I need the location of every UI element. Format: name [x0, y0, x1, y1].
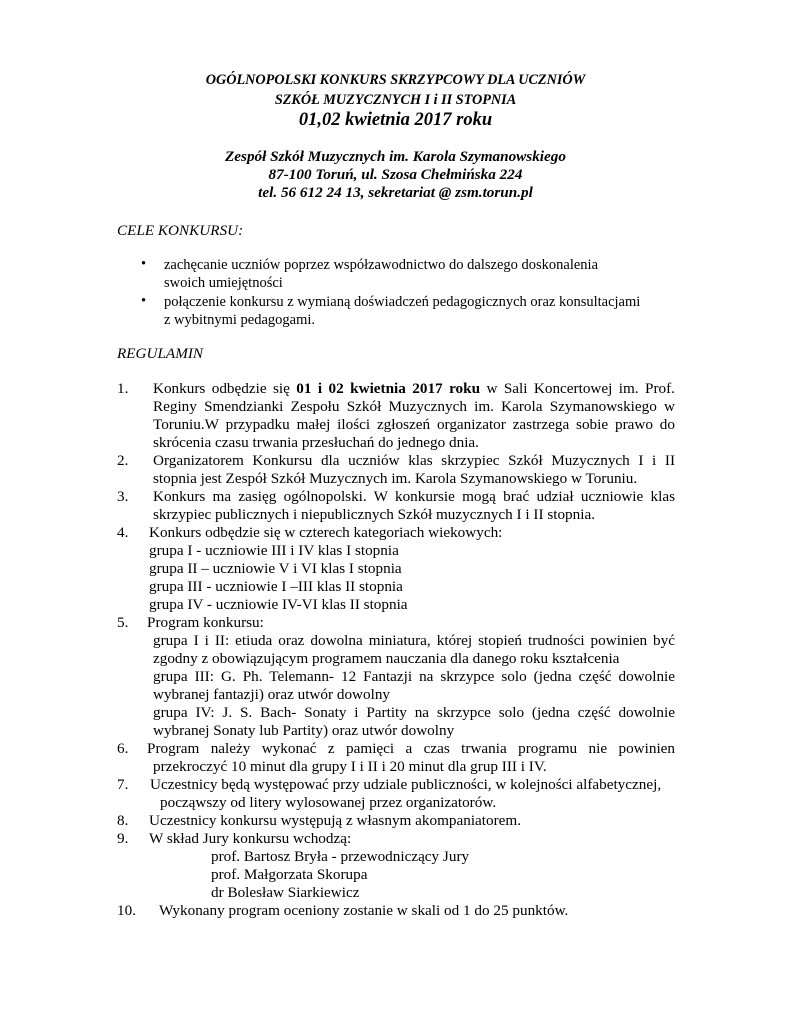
rule-line: wybranej Sonaty lub Partity) oraz utwór dowolny — [153, 722, 455, 739]
rule-line: Organizatorem Konkursu dla uczniów klas skrzypiec Szkół Muzycznych I i II — [153, 452, 675, 469]
rule-number: 5. — [117, 614, 129, 631]
rule-line: Program należy wykonać z pamięci a czas trwania programu nie powinien — [147, 740, 675, 757]
rule-text: Konkurs odbędzie się — [153, 380, 297, 397]
goal-line: swoich umiejętności — [164, 275, 283, 291]
rule-number: 7. — [117, 776, 129, 793]
rule-line: Toruniu.W przypadku małej ilości zgłoszeń organizator zastrzega sobie prawo do — [153, 416, 675, 433]
rule-line: Uczestnicy konkursu występują z własnym akompaniatorem. — [149, 812, 521, 829]
rule-line: zgodny z obowiązującym programem nauczania dla danego roku kształcenia — [153, 650, 620, 667]
rule-line: Konkurs ma zasięg ogólnopolski. W konkursie mogą brać udział uczniowie klas — [153, 488, 675, 505]
rule-number: 4. — [117, 524, 129, 541]
rule-line: Program konkursu: — [147, 614, 264, 631]
bullet-icon: • — [141, 293, 147, 309]
rule-line: przekroczyć 10 minut dla grupy I i II i 20 minut dla grup III i IV. — [153, 758, 547, 775]
jury-member: prof. Małgorzata Skorupa — [211, 866, 368, 883]
age-group: grupa IV - uczniowie IV-VI klas II stopnia — [149, 596, 408, 613]
rule-line: skrzypiec publicznych i niepublicznych Szkół muzycznych I i II stopnia. — [153, 506, 595, 523]
rule-line: skrócenia czasu trwania przesłuchań do jednego dnia. — [153, 434, 479, 451]
rule-line: grupa I i II: etiuda oraz dowolna miniatura, której stopień trudności powinien być — [153, 632, 675, 649]
rules-heading: REGULAMIN — [117, 345, 204, 362]
rule-line: Reginy Smendzianki Zespołu Szkół Muzycznych im. Karola Szymanowskiego w — [153, 398, 675, 415]
bullet-icon: • — [141, 256, 147, 272]
rule-line: W skład Jury konkursu wchodzą: — [149, 830, 352, 847]
rule-number: 3. — [117, 488, 129, 505]
age-group: grupa III - uczniowie I –III klas II stopnia — [149, 578, 403, 595]
goals-heading: CELE KONKURSU: — [117, 222, 244, 239]
rule-date-bold: 01 i 02 kwietnia 2017 roku — [296, 380, 481, 397]
title-line-2: SZKÓŁ MUZYCZNYCH I i II STOPNIA — [274, 92, 517, 108]
rule-number: 8. — [117, 812, 129, 829]
jury-member: dr Bolesław Siarkiewicz — [211, 884, 360, 901]
rule-line: grupa IV: J. S. Bach- Sonaty i Partity na skrzypce solo (jedna część dowolnie — [153, 704, 675, 721]
goal-line: zachęcanie uczniów poprzez współzawodnictwo do dalszego doskonalenia — [164, 257, 599, 273]
rule-line: Uczestnicy będą występować przy udziale publiczności, w kolejności alfabetycznej, — [150, 776, 662, 793]
rule-line: począwszy od litery wylosowanej przez organizatorów. — [160, 794, 497, 811]
rule-number: 2. — [117, 452, 129, 469]
goal-line: połączenie konkursu z wymianą doświadczeń pedagogicznych oraz konsultacjami — [164, 294, 641, 310]
rule-line: grupa III: G. Ph. Telemann- 12 Fantazji na skrzypce solo (jedna część dowolnie — [153, 668, 675, 685]
organizer-name: Zespół Szkół Muzycznych im. Karola Szymanowskiego — [225, 148, 566, 165]
rule-line: Konkurs odbędzie się w czterech kategoriach wiekowych: — [149, 524, 503, 541]
age-group: grupa I - uczniowie III i IV klas I stopnia — [149, 542, 399, 559]
organizer-contact: tel. 56 612 24 13, sekretariat @ zsm.torun.pl — [258, 184, 533, 201]
competition-date: 01,02 kwietnia 2017 roku — [298, 110, 493, 130]
rule-line: wybranej fantazji) oraz utwór dowolny — [153, 686, 391, 703]
age-group: grupa II – uczniowie V i VI klas I stopnia — [149, 560, 402, 577]
rule-line — [153, 380, 675, 398]
rule-line: stopnia jest Zespół Szkół Muzycznych im. Karola Szymanowskiego w Toruniu. — [153, 470, 638, 487]
rule-number: 10. — [117, 902, 136, 919]
rule-text: w Sali Koncertowej im. Prof. — [480, 380, 675, 397]
rule-number: 9. — [117, 830, 129, 847]
rule-number: 6. — [117, 740, 129, 757]
goal-line: z wybitnymi pedagogami. — [164, 312, 316, 328]
rule-line: Wykonany program oceniony zostanie w skali od 1 do 25 punktów. — [159, 902, 569, 919]
rule-number: 1. — [117, 380, 129, 397]
jury-member: prof. Bartosz Bryła - przewodniczący Jury — [211, 848, 470, 865]
organizer-address: 87-100 Toruń, ul. Szosa Chełmińska 224 — [268, 166, 523, 183]
title-line-1: OGÓLNOPOLSKI KONKURS SKRZYPCOWY DLA UCZNIÓW — [205, 72, 586, 88]
